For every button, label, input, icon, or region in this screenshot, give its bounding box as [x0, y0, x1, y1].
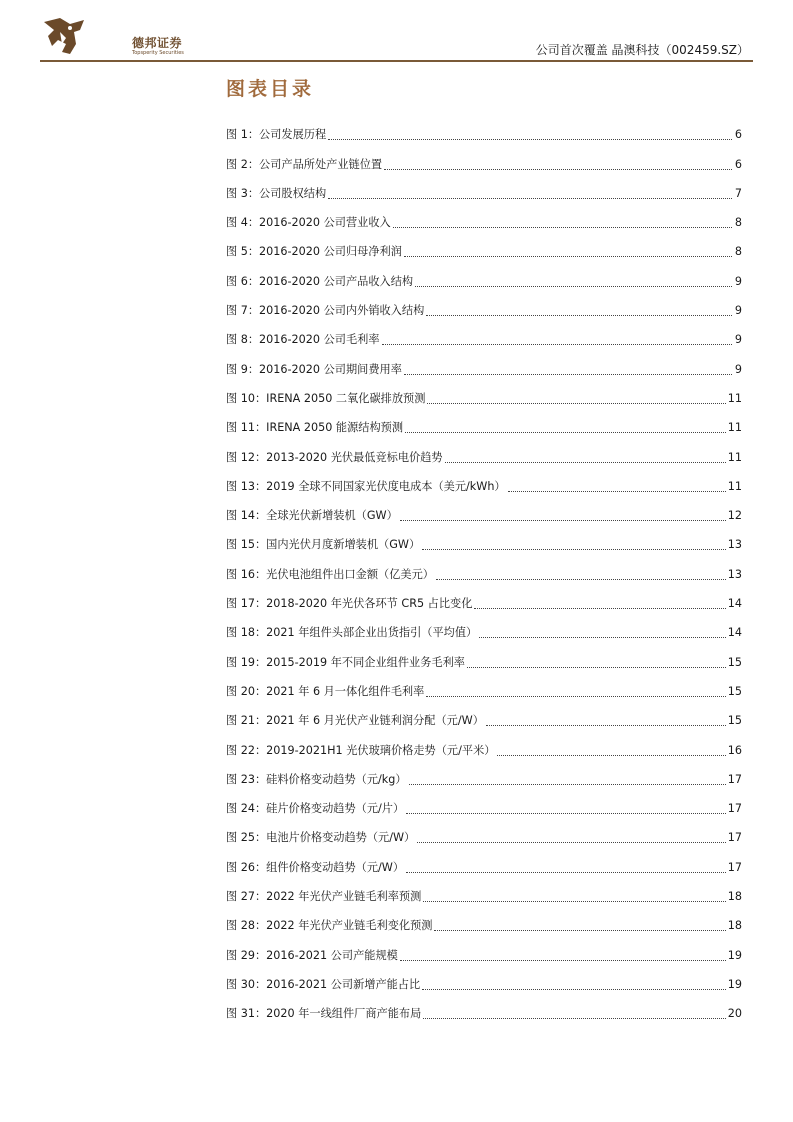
- toc-entry-page: 9: [734, 304, 742, 318]
- toc-entry[interactable]: [226, 996, 742, 1025]
- toc-leader-dots: [497, 754, 725, 756]
- toc-entry-page: 13: [727, 567, 742, 581]
- toc-entry[interactable]: [226, 937, 742, 966]
- toc-entry[interactable]: [226, 967, 742, 996]
- toc-entry-page: 11: [727, 479, 742, 493]
- toc-entry-label: 图 23：硅料价格变动趋势（元/kg）: [226, 772, 407, 786]
- toc-entry-page: 15: [727, 684, 742, 698]
- logo-name-en: Topsperity Securities: [132, 50, 184, 56]
- toc-leader-dots: [406, 871, 726, 873]
- toc-entry-label: 图 26：组件价格变动趋势（元/W）: [226, 860, 405, 874]
- toc-leader-dots: [393, 226, 732, 228]
- toc-leader-dots: [406, 812, 726, 814]
- toc-entry-page: 18: [727, 890, 742, 904]
- toc-entry[interactable]: [226, 498, 742, 527]
- header-divider: [40, 60, 753, 62]
- toc-entry-label: 图 30：2016-2021 公司新增产能占比: [226, 977, 421, 991]
- toc-leader-dots: [436, 578, 726, 580]
- toc-entry-label: 图 28：2022 年光伏产业链毛利变化预测: [226, 919, 433, 933]
- toc-entry-page: 17: [727, 831, 742, 845]
- toc-entry-page: 19: [727, 977, 742, 991]
- toc-leader-dots: [415, 285, 732, 287]
- toc-entry-label: 图 18：2021 年组件头部企业出货指引（平均值）: [226, 626, 478, 640]
- toc-entry-page: 7: [734, 186, 742, 200]
- toc-entry-label: 图 31：2020 年一线组件厂商产能布局: [226, 1007, 422, 1021]
- toc-entry-label: 图 2：公司产品所处产业链位置: [226, 157, 383, 171]
- toc-entry-label: 图 3：公司股权结构: [226, 186, 327, 200]
- toc-entry-label: 图 12：2013-2020 光伏最低竞标电价趋势: [226, 450, 443, 464]
- toc-entry[interactable]: [226, 762, 742, 791]
- toc-entry-page: 11: [727, 391, 742, 405]
- toc-entry[interactable]: [226, 527, 742, 556]
- toc-entry[interactable]: [226, 644, 742, 673]
- toc-entry[interactable]: [226, 322, 742, 351]
- toc-entry-page: 9: [734, 362, 742, 376]
- toc-leader-dots: [445, 461, 726, 463]
- toc-entry[interactable]: [226, 674, 742, 703]
- toc-entry-page: 15: [727, 714, 742, 728]
- toc-entry[interactable]: [226, 849, 742, 878]
- toc-entry-page: 14: [727, 626, 742, 640]
- logo-icon: [40, 14, 88, 58]
- toc-leader-dots: [508, 490, 726, 492]
- toc-entry-page: 15: [727, 655, 742, 669]
- toc-entry-page: 19: [727, 948, 742, 962]
- toc-entry[interactable]: [226, 117, 742, 146]
- toc-entry-label: 图 22：2019-2021H1 光伏玻璃价格走势（元/平米）: [226, 743, 496, 757]
- toc-entry-page: 11: [727, 421, 742, 435]
- toc-leader-dots: [405, 431, 726, 433]
- toc-leader-dots: [328, 197, 732, 199]
- logo-name-cn: 德邦证券: [132, 36, 183, 50]
- toc-entry-page: 14: [727, 597, 742, 611]
- toc-list: [226, 117, 742, 1025]
- toc-leader-dots: [479, 636, 726, 638]
- toc-leader-dots: [422, 548, 726, 550]
- toc-entry[interactable]: [226, 732, 742, 761]
- toc-entry-label: 图 5：2016-2020 公司归母净利润: [226, 245, 402, 259]
- toc-leader-dots: [382, 343, 732, 345]
- toc-leader-dots: [404, 373, 732, 375]
- toc-entry[interactable]: [226, 263, 742, 292]
- toc-entry[interactable]: [226, 439, 742, 468]
- toc-leader-dots: [426, 695, 725, 697]
- toc-entry[interactable]: [226, 205, 742, 234]
- toc-entry-label: 图 16：光伏电池组件出口金额（亿美元）: [226, 567, 434, 581]
- toc-entry-label: 图 13：2019 全球不同国家光伏度电成本（美元/kWh）: [226, 479, 506, 493]
- toc-leader-dots: [423, 900, 725, 902]
- toc-entry[interactable]: [226, 586, 742, 615]
- toc-leader-dots: [423, 1017, 725, 1019]
- toc-entry-page: 17: [727, 802, 742, 816]
- toc-leader-dots: [486, 724, 726, 726]
- toc-entry-label: 图 8：2016-2020 公司毛利率: [226, 333, 380, 347]
- toc-entry-page: 6: [734, 157, 742, 171]
- toc-entry-label: 图 15：国内光伏月度新增装机（GW）: [226, 538, 421, 552]
- toc-entry-label: 图 9：2016-2020 公司期间费用率: [226, 362, 402, 376]
- toc-entry[interactable]: [226, 820, 742, 849]
- toc-entry-label: 图 10：IRENA 2050 二氧化碳排放预测: [226, 391, 426, 405]
- toc-entry-label: 图 11：IRENA 2050 能源结构预测: [226, 421, 404, 435]
- toc-entry-label: 图 1：公司发展历程: [226, 128, 327, 142]
- toc-leader-dots: [422, 988, 726, 990]
- toc-entry-page: 8: [734, 245, 742, 259]
- toc-entry-page: 8: [734, 216, 742, 230]
- toc-entry-page: 17: [727, 860, 742, 874]
- toc-entry[interactable]: [226, 615, 742, 644]
- toc-leader-dots: [404, 255, 732, 257]
- toc-entry[interactable]: [226, 234, 742, 263]
- toc-entry-label: 图 27：2022 年光伏产业链毛利率预测: [226, 890, 422, 904]
- toc-entry[interactable]: [226, 293, 742, 322]
- toc-entry-label: 图 20：2021 年 6 月一体化组件毛利率: [226, 684, 425, 698]
- company-logo: [40, 14, 200, 60]
- toc-entry-page: 16: [727, 743, 742, 757]
- toc-entry-label: 图 14：全球光伏新增装机（GW）: [226, 509, 398, 523]
- toc-leader-dots: [474, 607, 725, 609]
- toc-entry-label: 图 6：2016-2020 公司产品收入结构: [226, 274, 414, 288]
- toc-entry[interactable]: [226, 146, 742, 175]
- toc-leader-dots: [426, 314, 732, 316]
- toc-entry-page: 9: [734, 333, 742, 347]
- toc-entry-label: 图 29：2016-2021 公司产能规模: [226, 948, 398, 962]
- toc-entry-label: 图 4：2016-2020 公司营业收入: [226, 216, 391, 230]
- toc-leader-dots: [400, 519, 726, 521]
- toc-leader-dots: [467, 666, 726, 668]
- toc-entry[interactable]: [226, 410, 742, 439]
- toc-entry[interactable]: [226, 703, 742, 732]
- toc-entry-label: 图 25：电池片价格变动趋势（元/W）: [226, 831, 416, 845]
- toc-leader-dots: [417, 841, 726, 843]
- toc-entry[interactable]: [226, 381, 742, 410]
- toc-entry-label: 图 21：2021 年 6 月光伏产业链利润分配（元/W）: [226, 714, 484, 728]
- toc-entry[interactable]: [226, 556, 742, 585]
- toc-entry[interactable]: [226, 351, 742, 380]
- toc-entry-label: 图 19：2015-2019 年不同企业组件业务毛利率: [226, 655, 465, 669]
- toc-entry[interactable]: [226, 908, 742, 937]
- toc-entry-page: 17: [727, 772, 742, 786]
- toc-leader-dots: [434, 929, 725, 931]
- toc-leader-dots: [328, 138, 732, 140]
- toc-entry-page: 12: [727, 509, 742, 523]
- toc-leader-dots: [400, 959, 726, 961]
- toc-entry-page: 6: [734, 128, 742, 142]
- toc-leader-dots: [409, 783, 726, 785]
- toc-entry[interactable]: [226, 469, 742, 498]
- toc-entry[interactable]: [226, 879, 742, 908]
- toc-entry-label: 图 17：2018-2020 年光伏各环节 CR5 占比变化: [226, 597, 473, 611]
- toc-entry-page: 20: [727, 1007, 742, 1021]
- toc-leader-dots: [384, 168, 732, 170]
- toc-entry-page: 9: [734, 274, 742, 288]
- toc-title: 图表目录: [226, 78, 315, 100]
- toc-entry-label: 图 24：硅片价格变动趋势（元/片）: [226, 802, 405, 816]
- toc-entry[interactable]: [226, 791, 742, 820]
- toc-entry[interactable]: [226, 176, 742, 205]
- report-info: 公司首次覆盖 晶澳科技（002459.SZ）: [535, 43, 749, 57]
- toc-entry-label: 图 7：2016-2020 公司内外销收入结构: [226, 304, 425, 318]
- toc-leader-dots: [427, 402, 725, 404]
- toc-entry-page: 11: [727, 450, 742, 464]
- toc-entry-page: 13: [727, 538, 742, 552]
- toc-entry-page: 18: [727, 919, 742, 933]
